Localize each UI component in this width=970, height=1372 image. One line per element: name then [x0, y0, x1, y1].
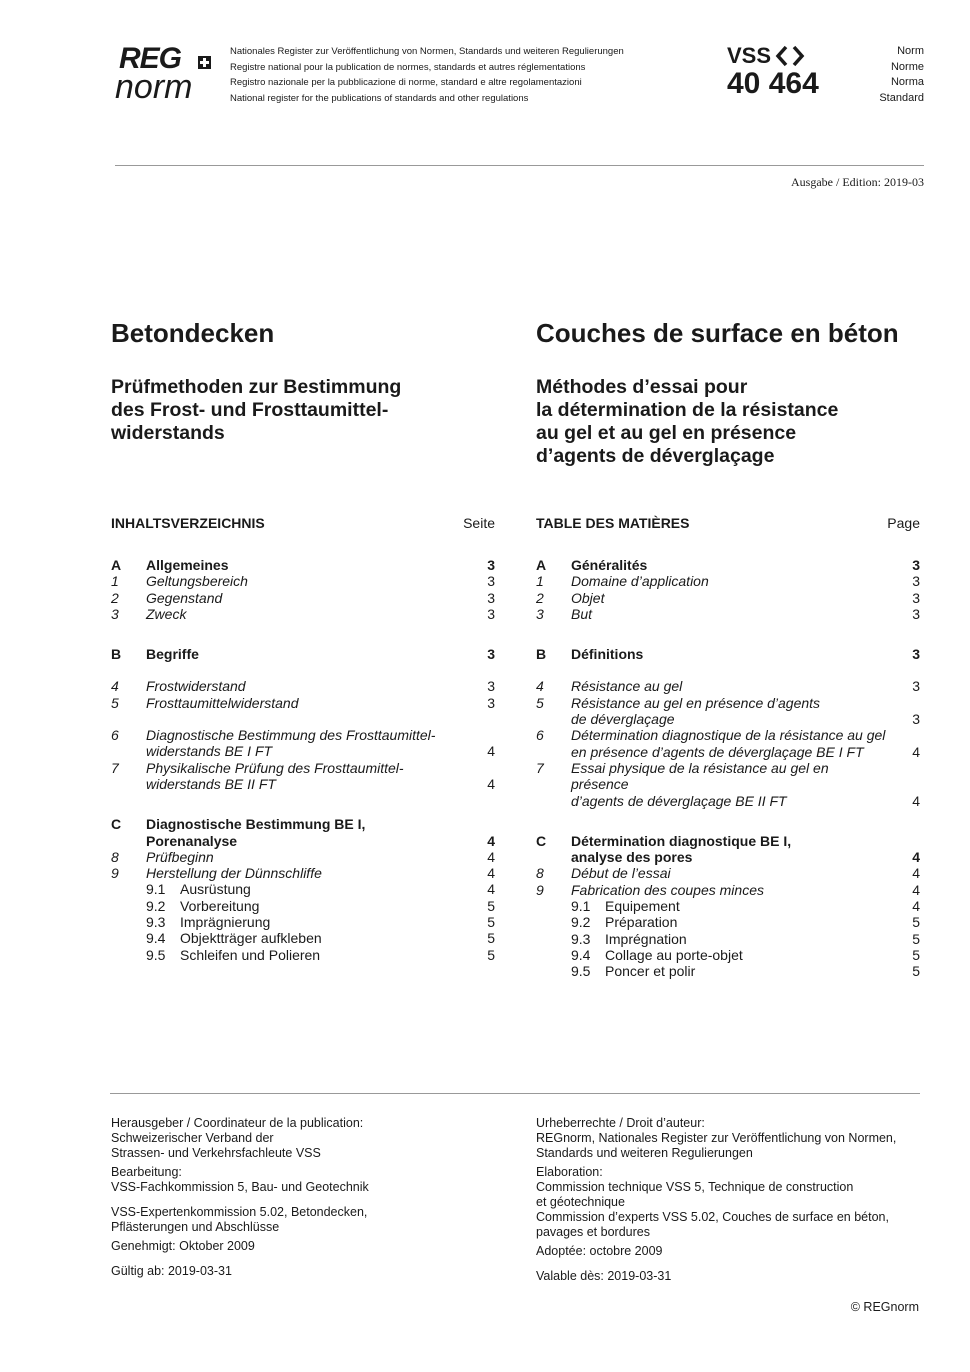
toc-entry — [111, 606, 495, 622]
toc-spacer — [536, 662, 920, 678]
toc-entry-title — [111, 947, 495, 963]
toc-entry-title-line: widerstands BE II FT — [146, 775, 276, 792]
toc-entry-page: 5 — [912, 963, 920, 980]
toc-entry-page: 3 — [487, 589, 495, 606]
toc-entry-title-line: Détermination diagnostique BE I, — [571, 832, 792, 849]
toc-entry-number: C — [536, 832, 547, 849]
toc-entry-title-line: Diagnostische Bestimmung BE I, — [146, 816, 366, 833]
valid-from-fr: Valable dès: 2019-03-31 — [536, 1269, 672, 1283]
footer-line: VSS-Expertenkommission 5.02, Betondecken, — [111, 1205, 368, 1219]
toc-entry-title-line: Begriffe — [146, 646, 199, 663]
toc-entry — [536, 882, 920, 898]
toc-entry-number: 5 — [111, 694, 119, 711]
toc-spacer — [536, 809, 920, 833]
toc-entry-page: 4 — [487, 775, 495, 792]
footer-line: VSS-Fachkommission 5, Bau- und Geotechnik — [111, 1180, 369, 1194]
table-of-contents-fr — [536, 515, 920, 980]
toc-entry-number: 9.1 — [146, 881, 166, 898]
toc-entry — [111, 947, 495, 963]
toc-entry-title — [111, 849, 495, 865]
toc-entry — [111, 695, 495, 711]
footer-line: Herausgeber / Coordinateur de la publication: — [111, 1116, 364, 1130]
table-of-contents-de — [111, 515, 495, 963]
footer-line: Commission technique VSS 5, Technique de construction — [536, 1180, 854, 1194]
toc-entry-number: C — [111, 816, 122, 833]
toc-entry-title — [536, 590, 920, 606]
toc-entry-number: 3 — [536, 605, 544, 622]
toc-entry-number: 9.5 — [146, 946, 166, 963]
toc-entry-page: 4 — [912, 881, 920, 898]
swiss-cross-icon — [198, 56, 211, 69]
toc-entry-title — [111, 930, 495, 946]
toc-entry-title — [111, 898, 495, 914]
toc-entry-title — [536, 963, 920, 979]
copyright-block — [536, 1116, 926, 1161]
footer-line: Commission d’experts VSS 5.02, Couches de surface en béton, — [536, 1210, 889, 1224]
toc-entry-title — [536, 678, 920, 694]
footer-line: Pflästerungen und Abschlüsse — [111, 1220, 280, 1234]
toc-entry-title-line: Début de l’essai — [571, 865, 671, 882]
toc-entry-page: 3 — [487, 678, 495, 695]
page-column-label-de: Seite — [463, 515, 495, 531]
footer-line: REGnorm, Nationales Register zur Veröffentlichung von Normen, — [536, 1131, 897, 1145]
toc-entry-number: 3 — [111, 605, 119, 622]
page-column-label-fr: Page — [887, 515, 920, 531]
publication-info-de — [111, 1116, 501, 1283]
toc-entries-de — [111, 557, 495, 963]
toc-entry-title — [536, 573, 920, 589]
vss-brand: VSS — [727, 43, 772, 68]
adoption-date: Adoptée: octobre 2009 — [536, 1244, 663, 1258]
toc-entry-title-line: Collage au porte-objet — [605, 946, 743, 963]
logo-text-norm: norm — [115, 68, 193, 106]
toc-entry-title-line: widerstands BE I FT — [146, 743, 273, 760]
toc-entry-title-line: Objet — [571, 589, 605, 606]
toc-entry-page: 4 — [912, 849, 920, 866]
toc-entry-title-line: Résistance au gel — [571, 678, 683, 695]
toc-entry-title-line: Résistance au gel en présence d’agents — [571, 694, 821, 711]
toc-entry-title-line: Domaine d’application — [571, 573, 709, 590]
subtitle-fr — [536, 376, 936, 468]
toc-entry-number: 9.2 — [571, 914, 591, 931]
toc-entry-title — [536, 727, 920, 760]
toc-entry-title-line: Equipement — [605, 898, 680, 915]
norm-number: 40 464 — [727, 67, 819, 100]
toc-entry-title-line: Objektträger aufkleben — [180, 930, 322, 947]
toc-entry-number: 7 — [536, 759, 544, 776]
footer-line: Elaboration: — [536, 1165, 603, 1179]
toc-entry-title-line: But — [571, 605, 593, 622]
footer-line: Strassen- und Verkehrsfachleute VSS — [111, 1146, 321, 1160]
toc-entry-title — [536, 865, 920, 881]
footer-divider — [110, 1093, 920, 1094]
toc-entry — [111, 590, 495, 606]
copyright-notice: © REGnorm — [850, 1300, 919, 1314]
toc-entry-title-line: de déverglaçage — [571, 711, 675, 728]
toc-entry-title-line: Prüfbeginn — [146, 848, 214, 865]
toc-entry-number: 9.3 — [146, 914, 166, 931]
footer-line: Bearbeitung: — [111, 1165, 182, 1179]
toc-entry-page: 4 — [487, 743, 495, 760]
toc-entry-title — [111, 695, 495, 711]
toc-entry-title — [536, 898, 920, 914]
toc-entry-number: 1 — [111, 573, 119, 590]
toc-entry-number: A — [111, 557, 122, 573]
toc-entry-title-line: Fabrication des coupes minces — [571, 881, 764, 898]
vss-logo — [727, 44, 819, 68]
toc-entry — [536, 573, 920, 589]
toc-entry-title-line: analyse des pores — [571, 849, 693, 866]
toc-spacer — [111, 711, 495, 727]
editing-block — [111, 1165, 501, 1195]
toc-entry-title-line: en présence d’agents de déverglaçage BE I FT — [571, 743, 864, 760]
toc-spacer — [111, 662, 495, 678]
toc-entry — [111, 865, 495, 881]
toc-entry-title-line: Gegenstand — [146, 589, 223, 606]
toc-entry-title — [536, 914, 920, 930]
toc-entry — [536, 947, 920, 963]
toc-entry-number: 6 — [111, 727, 119, 744]
register-description — [230, 44, 624, 106]
toc-entries-fr — [536, 557, 920, 980]
subtitle-fr-line: au gel et au gel en présence — [536, 422, 797, 444]
toc-entry — [111, 573, 495, 589]
toc-entry-title-line: Essai physique de la résistance au gel en présence — [571, 759, 829, 793]
toc-entry-page: 3 — [912, 711, 920, 728]
elaboration-block — [536, 1165, 926, 1240]
toc-entry-title — [536, 760, 920, 809]
toc-entry-page: 4 — [487, 832, 495, 849]
edition-date: Ausgabe / Edition: 2019-03 — [791, 175, 924, 189]
toc-entry-page: 3 — [487, 573, 495, 590]
register-line-en: National register for the publications of standards and other regulations — [230, 92, 529, 104]
toc-entry-title-line: d’agents de déverglaçage BE II FT — [571, 792, 787, 809]
toc-entry-title — [536, 947, 920, 963]
toc-entry-number: 4 — [536, 678, 544, 695]
toc-entry — [111, 898, 495, 914]
footer-line: Standards und weiteren Regulierungen — [536, 1146, 753, 1160]
toc-entry-page: 5 — [487, 930, 495, 947]
toc-entry-title — [111, 865, 495, 881]
toc-entry-title-line: Porenanalyse — [146, 832, 238, 849]
toc-entry-title — [536, 557, 920, 573]
toc-entry — [111, 881, 495, 897]
toc-entry — [536, 678, 920, 694]
toc-entry-page: 3 — [487, 646, 495, 663]
toc-entry-title — [111, 557, 495, 573]
toc-entry-title — [111, 727, 495, 760]
valid-from: Gültig ab: 2019-03-31 — [111, 1264, 232, 1278]
toc-entry-title-line: Herstellung der Dünnschliffe — [146, 865, 322, 882]
toc-entry-number: 7 — [111, 759, 119, 776]
toc-entry-title-line: Imprégnation — [605, 930, 687, 947]
toc-label-fr: TABLE DES MATIÈRES — [536, 515, 690, 531]
footer-line: pavages et bordures — [536, 1225, 650, 1239]
toc-entry-page: 4 — [487, 848, 495, 865]
toc-entry-page: 4 — [912, 792, 920, 809]
subtitle-de-line: Prüfmethoden zur Bestimmung — [111, 376, 402, 398]
toc-entry-title-line: Définitions — [571, 646, 644, 663]
norm-type-fr: Norme — [890, 60, 924, 73]
header-divider — [115, 165, 924, 166]
toc-entry-title-line: Imprägnierung — [180, 914, 271, 931]
toc-entry-title — [536, 833, 920, 866]
toc-entry-number: B — [536, 646, 547, 663]
toc-entry-title-line: Physikalische Prüfung des Frosttaumittel- — [146, 759, 404, 776]
toc-entry-page: 5 — [912, 930, 920, 947]
toc-entry — [536, 590, 920, 606]
toc-header-fr — [536, 515, 920, 535]
toc-entry-title — [111, 760, 495, 793]
toc-entry-title-line: Zweck — [146, 605, 187, 622]
toc-entry — [536, 606, 920, 622]
toc-section — [536, 833, 920, 866]
toc-entry-number: 9 — [111, 865, 119, 882]
toc-entry-title — [111, 881, 495, 897]
toc-entry-page: 4 — [487, 865, 495, 882]
toc-spacer — [111, 792, 495, 816]
toc-entry-title — [536, 931, 920, 947]
toc-header-de — [111, 515, 495, 535]
toc-entry-number: 8 — [536, 865, 544, 882]
toc-section — [111, 646, 495, 662]
toc-entry-title-line: Frosttaumittelwiderstand — [146, 694, 299, 711]
toc-entry-title — [111, 606, 495, 622]
footer-line: et géotechnique — [536, 1195, 625, 1209]
toc-entry-page: 3 — [912, 678, 920, 695]
toc-entry-page: 5 — [487, 946, 495, 963]
toc-entry — [536, 898, 920, 914]
toc-entry — [111, 849, 495, 865]
toc-entry — [111, 727, 495, 760]
toc-label-de: INHALTSVERZEICHNIS — [111, 515, 265, 531]
norm-type-list — [840, 44, 924, 106]
publisher-block — [111, 1116, 501, 1161]
toc-entry-page: 3 — [487, 694, 495, 711]
subtitle-de — [111, 376, 511, 445]
toc-entry-title — [111, 646, 495, 662]
approval-date: Genehmigt: Oktober 2009 — [111, 1239, 255, 1253]
toc-entry-number: 9 — [536, 881, 544, 898]
toc-entry-page: 5 — [487, 914, 495, 931]
toc-entry — [111, 930, 495, 946]
toc-entry-page: 4 — [487, 881, 495, 898]
toc-entry-page: 3 — [912, 589, 920, 606]
toc-entry-title-line: Détermination diagnostique de la résistance au gel — [571, 727, 886, 744]
toc-entry — [111, 678, 495, 694]
toc-entry — [536, 727, 920, 760]
toc-section — [536, 646, 920, 662]
toc-entry-page: 5 — [912, 914, 920, 931]
toc-entry-title — [111, 590, 495, 606]
toc-entry — [111, 760, 495, 793]
toc-entry-number: 9.4 — [146, 930, 166, 947]
toc-entry-page: 3 — [912, 557, 920, 573]
expert-commission-block — [111, 1205, 501, 1235]
toc-entry-title-line: Préparation — [605, 914, 678, 931]
toc-entry-title — [536, 646, 920, 662]
logo-text-reg: REG — [119, 42, 182, 75]
subtitle-fr-line: la détermination de la résistance — [536, 399, 839, 421]
toc-entry-number: 1 — [536, 573, 544, 590]
toc-entry-title-line: Schleifen und Polieren — [180, 946, 321, 963]
toc-entry-title-line: Diagnostische Bestimmung des Frosttaumittel- — [146, 727, 436, 744]
toc-spacer — [536, 622, 920, 646]
toc-entry — [536, 865, 920, 881]
register-line-fr: Registre national pour la publication de normes, standards et autres réglementations — [230, 61, 586, 73]
toc-entry-page: 5 — [912, 946, 920, 963]
vss-norm-id — [727, 44, 819, 100]
toc-section — [111, 557, 495, 573]
toc-entry-title — [111, 914, 495, 930]
toc-entry-title-line: Vorbereitung — [180, 897, 260, 914]
vss-arrows-icon — [775, 45, 805, 67]
norm-type-en: Standard — [879, 91, 924, 104]
toc-entry-title-line: Geltungsbereich — [146, 573, 248, 590]
toc-entry-title — [111, 573, 495, 589]
toc-entry-title — [536, 606, 920, 622]
toc-entry-number: 2 — [536, 589, 544, 606]
toc-section — [111, 816, 495, 849]
toc-entry-number: 9.1 — [571, 898, 591, 915]
toc-entry-page: 4 — [912, 743, 920, 760]
toc-entry — [536, 760, 920, 809]
toc-entry-page: 4 — [912, 865, 920, 882]
toc-entry-page: 5 — [487, 897, 495, 914]
register-line-de: Nationales Register zur Veröffentlichung von Normen, Standards und weiteren Regulierungen — [230, 46, 624, 57]
toc-entry-number: 9.5 — [571, 963, 591, 980]
toc-entry-title-line: Allgemeines — [146, 557, 229, 573]
toc-entry-page: 3 — [487, 557, 495, 573]
toc-entry-title-line: Généralités — [571, 557, 648, 573]
norm-type-de: Norm — [897, 45, 924, 57]
subtitle-fr-line: Méthodes d’essai pour — [536, 376, 748, 398]
toc-entry-number: 4 — [111, 678, 119, 695]
toc-entry-number: 9.3 — [571, 930, 591, 947]
toc-entry-number: 2 — [111, 589, 119, 606]
toc-entry-number: 5 — [536, 694, 544, 711]
footer-line: Urheberrechte / Droit d’auteur: — [536, 1116, 705, 1130]
toc-entry-title-line: Frostwiderstand — [146, 678, 246, 695]
toc-entry-page: 3 — [912, 646, 920, 663]
subtitle-de-line: des Frost- und Frosttaumittel- — [111, 399, 389, 421]
toc-entry — [536, 695, 920, 728]
register-line-it: Registro nazionale per la pubblicazione di norme, standard e altre regolamentazioni — [230, 77, 582, 88]
toc-entry — [536, 931, 920, 947]
subtitle-de-line: widerstands — [111, 422, 225, 444]
toc-entry — [536, 963, 920, 979]
regnorm-logo — [115, 44, 215, 104]
title-de: Betondecken — [111, 318, 275, 348]
toc-entry-title — [536, 882, 920, 898]
toc-entry-title — [111, 816, 495, 849]
toc-entry-title — [111, 678, 495, 694]
subtitle-fr-line: d’agents de déverglaçage — [536, 445, 775, 467]
title-fr: Couches de surface en béton — [536, 318, 899, 348]
toc-entry-page: 3 — [487, 605, 495, 622]
toc-entry-number: B — [111, 646, 122, 663]
toc-entry-number: 6 — [536, 727, 544, 744]
toc-spacer — [111, 622, 495, 646]
toc-entry-number: 9.4 — [571, 946, 591, 963]
toc-entry-title-line: Ausrüstung — [180, 881, 251, 898]
toc-entry-title-line: Poncer et polir — [605, 963, 696, 980]
toc-entry-page: 3 — [912, 605, 920, 622]
publication-info-fr — [536, 1116, 926, 1288]
toc-entry-title — [536, 695, 920, 728]
norm-type-it: Norma — [890, 76, 924, 88]
toc-entry-page: 3 — [912, 573, 920, 590]
toc-entry-page: 4 — [912, 898, 920, 915]
toc-entry-number: 9.2 — [146, 897, 166, 914]
toc-entry — [536, 914, 920, 930]
toc-entry-number: 8 — [111, 848, 119, 865]
toc-entry-number: A — [536, 557, 547, 573]
toc-entry — [111, 914, 495, 930]
footer-line: Schweizerischer Verband der — [111, 1131, 274, 1145]
toc-section — [536, 557, 920, 573]
